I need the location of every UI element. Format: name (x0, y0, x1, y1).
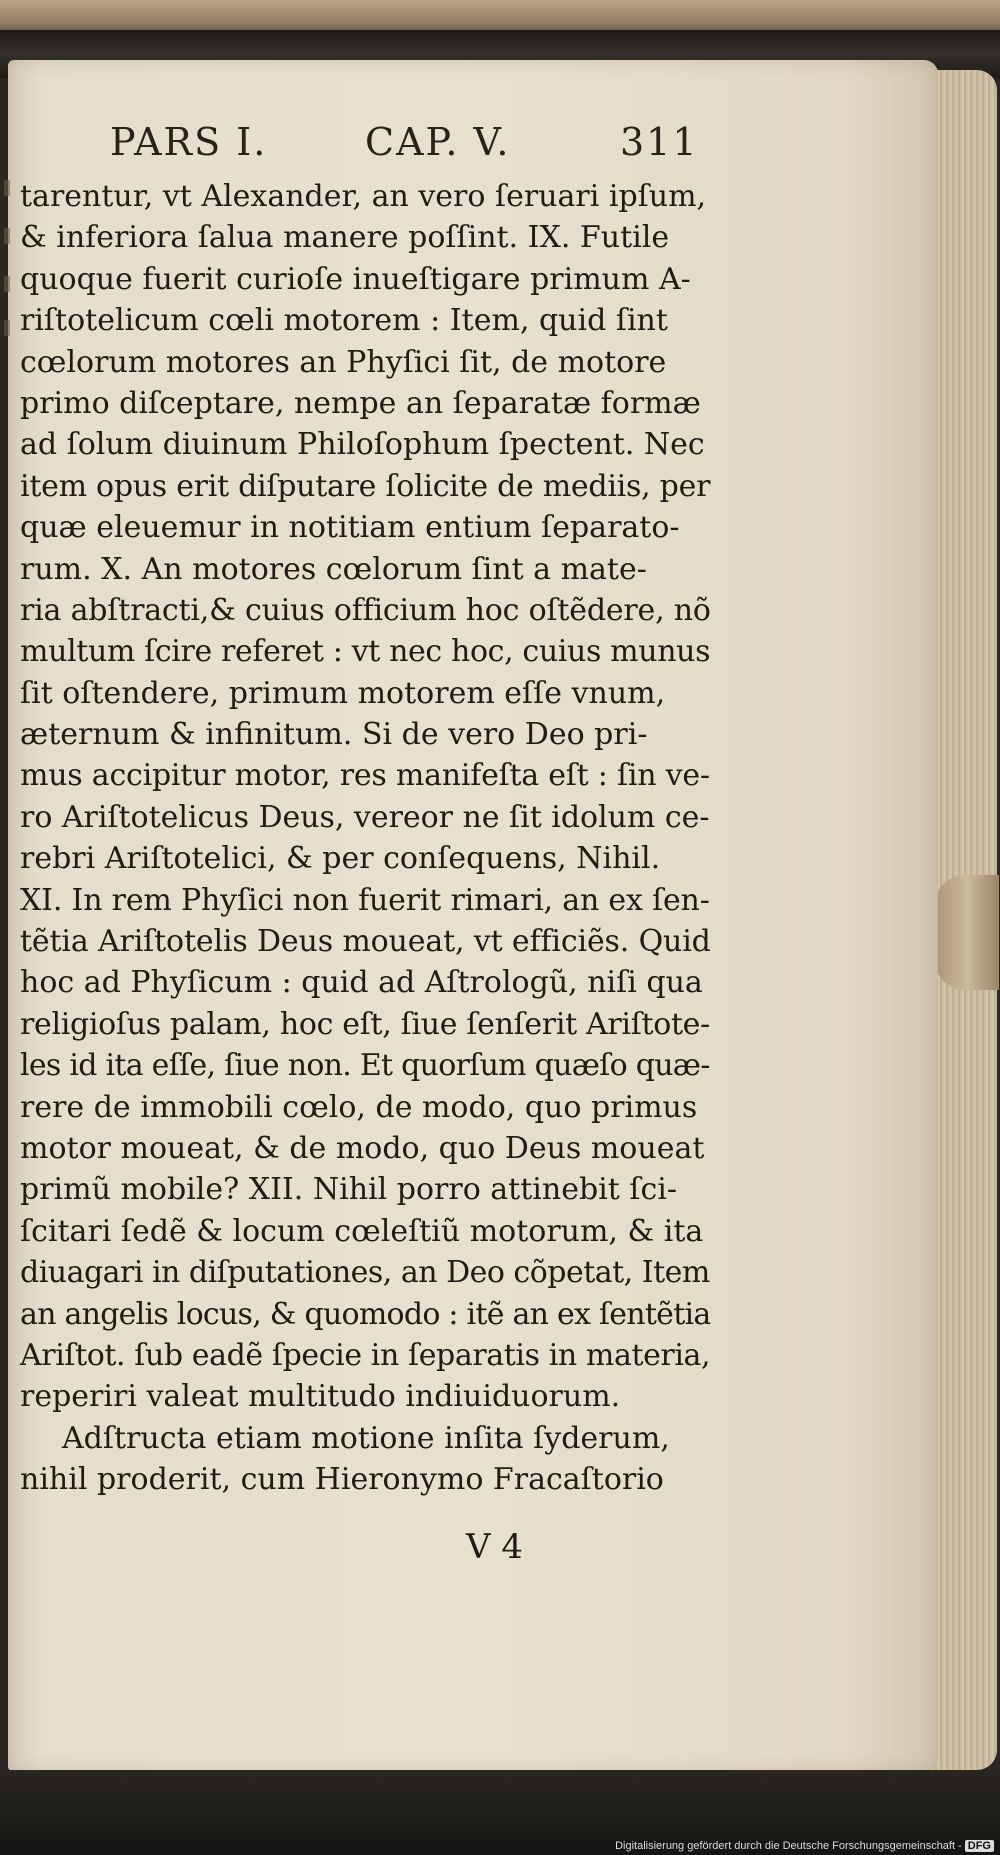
text-line: & inferiora ſalua manere poſſint. IX. Futile (20, 220, 670, 256)
dfg-logo: DFG (965, 1840, 994, 1852)
credit-text: Digitalisierung gefördert durch die Deutsche Forschungsgemeinschaft - (615, 1840, 962, 1852)
header-part: PARS I. (110, 120, 268, 164)
header-chapter: CAP. V. (365, 120, 511, 164)
text-line: tẽtia Ariſtotelis Deus moueat, vt efficiẽs. Quid (20, 924, 711, 960)
text-line: XI. In rem Phyſici non fuerit rimari, an ex ſen- (20, 882, 710, 918)
text-line: an angelis locus, & quomodo : itẽ an ex ſentẽtia (20, 1296, 711, 1332)
digitization-credit (615, 1840, 994, 1852)
body-text (20, 176, 710, 1501)
text-line: religioſus palam, hoc eſt, ſiue ſenſerit Ariſtote- (20, 1006, 710, 1042)
text-line: quoque fuerit curioſe inueſtigare primum A- (20, 261, 691, 297)
text-line: cœlorum motores an Phyſici ſit, de motore (20, 344, 667, 380)
text-line: motor moueat, & de modo, quo Deus moueat (20, 1130, 705, 1166)
text-line: ſit oſtendere, primum motorem eſſe vnum, (20, 675, 666, 711)
text-line: diuagari in diſputationes, an Deo cõpetat, Item (20, 1255, 710, 1291)
text-line: Ariſtot. ſub eadẽ ſpecie in ſeparatis in materia, (20, 1337, 711, 1373)
text-line: æternum & infinitum. Si de vero Deo pri- (20, 717, 648, 753)
text-line: tarentur, vt Alexander, an vero ſeruari ipſum, (20, 179, 707, 214)
book-clasp (935, 875, 999, 990)
text-line: item opus erit diſputare ſolicite de mediis, per (20, 468, 711, 504)
page-number: 311 (620, 120, 699, 164)
text-line: hoc ad Phyſicum : quid ad Aſtrologũ, niſi qua (20, 965, 703, 1001)
text-line: rebri Ariſtotelici, & per conſequens, Nihil. (20, 841, 661, 877)
text-line: ria abſtracti,& cuius officium hoc oſtẽdere, nõ (20, 592, 711, 628)
text-line: ad ſolum diuinum Philoſophum ſpectent. Nec (20, 427, 705, 463)
text-line: rum. X. An motores cœlorum ſint a mate- (20, 551, 647, 587)
text-line: riſtotelicum cœli motorem : Item, quid ſint (20, 303, 668, 339)
text-line: reperiri valeat multitudo indiuiduorum. (20, 1379, 621, 1415)
text-line: multum ſcire referet : vt nec hoc, cuius munus (20, 634, 711, 670)
text-line: Adſtructa etiam motione inſita ſyderum, (62, 1420, 670, 1456)
text-line: ro Ariſtotelicus Deus, vereor ne ſit idolum ce- (20, 799, 710, 835)
margin-marks (0, 180, 22, 380)
text-line: primũ mobile? XII. Nihil porro attinebit ſci- (20, 1172, 677, 1208)
text-line: rere de immobili cœlo, de modo, quo primus (20, 1089, 698, 1125)
text-line: primo diſceptare, nempe an ſeparatæ formæ (20, 385, 701, 421)
text-line: quæ eleuemur in notitiam entium ſeparato- (20, 510, 680, 546)
text-line: les id ita eſſe, ſiue non. Et quorſum quæſo quæ- (20, 1048, 710, 1084)
catchword: V 4 (466, 1527, 523, 1567)
text-line: mus accipitur motor, res manifeſta eſt : ſin ve- (20, 758, 710, 794)
running-header (110, 120, 700, 170)
text-line: nihil proderit, cum Hieronymo Fracaſtorio (20, 1462, 664, 1498)
text-line: ſcitari ſedẽ & locum cœleſtiũ motorum, & ita (20, 1213, 704, 1249)
